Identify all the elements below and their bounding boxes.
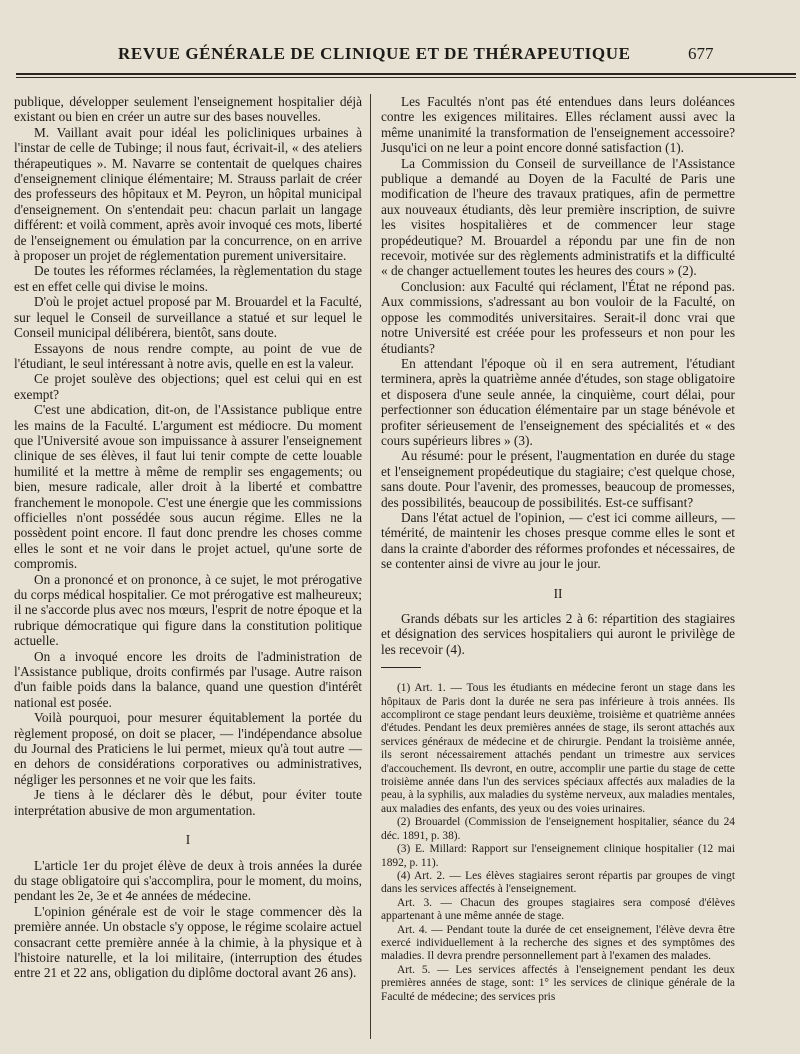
paragraph: C'est une abdication, dit-on, de l'Assistance publique entre les mains de la Faculté. L'argument est médiocre. Du moment que l'Université avoue son impuissance à assurer l'enseignement clinique de ses élèves, il faut lui tenir compte de cette louable humilité et la mettre à même de remplir ses engagements; ou bien, mesure radicale, aller droit à la liberté et combattre franchement le monopole. C'est une énergie que les commissions officielles n'ont possédée sous aucun régime. Elles ne la possèdent point encore. Il faut donc prendre les choses comme elles le sont et ne voir dans le projet actuel, qu'une sorte de compromis. [14, 402, 362, 572]
paragraph: En attendant l'époque où il en sera autrement, l'étudiant terminera, après la quatrième année d'études, son stage obligatoire et disposera d'une seule année, la cinquième, court délai, pour perfectionner son éducation élémentaire par un stage bénévole et profiter sérieusement de l'enseignement des spécialités et « des cours supérieurs libres » (3). [381, 355, 735, 448]
page-number: 677 [688, 44, 714, 63]
paragraph: On a prononcé et on prononce, à ce sujet, le mot prérogative du corps médical hospitalier. Ce mot prérogative est malheureux; il ne s'accorde plus avec nos mœurs, l'esprit de notre époque et la rubrique démocratique qui figure dans la constitution politique actuelle. [14, 571, 362, 649]
paragraph: La Commission du Conseil de surveillance de l'Assistance publique a demandé au Doyen de la Faculté de Paris une modification de l'heure des travaux pratiques, afin de permettre aux nouveaux étudiants, dès leur première inscription, de suivre les visites hospitalières et de commencer leur stage propédeutique? M. Brouardel a répondu par une fin de non recevoir, motivée sur des règlements administratifs et la difficulté « de changer actuellement toutes les heures des cours » (2). [381, 155, 735, 279]
footnote: Art. 4. — Pendant toute la durée de cet enseignement, l'élève devra être exercé individuellement à la recherche des signes et des symptômes des maladies. Il devra prendre personnellement part à l'examen des malades. [381, 923, 735, 963]
footnote: (4) Art. 2. — Les élèves stagiaires seront répartis par groupes de vingt dans les services affectés à l'enseignement. [381, 869, 735, 896]
running-title: REVUE GÉNÉRALE DE CLINIQUE ET DE THÉRAPEUTIQUE [118, 44, 631, 63]
paragraph: Essayons de nous rendre compte, au point de vue de l'étudiant, le seul intéressant à notre avis, quelle en est la valeur. [14, 340, 362, 371]
footnote: (3) E. Millard: Rapport sur l'enseignement clinique hospitalier (12 mai 1892, p. 11). [381, 843, 735, 869]
footnotes [381, 682, 735, 1004]
page-header [0, 42, 800, 70]
paragraph: Voilà pourquoi, pour mesurer équitablement la portée du règlement proposé, on doit se placer, — l'indépendance absolue du Journal des Praticiens le lui permet, mieux qu'à tout autre — en dehors de considérations corporatives ou administratives, négliger les personnes et ne voir que les faits. [14, 710, 362, 787]
header-rule [16, 73, 796, 75]
paragraph: Au résumé: pour le présent, l'augmentation en durée du stage et l'enseignement propédeutique du stagiaire; c'est quelque chose, sans doute. Pour l'avenir, des promesses, beaucoup de promesses, des possibilités, beaucoup de possibilités. Est-ce suffisant? [381, 448, 735, 510]
paragraph: D'où le projet actuel proposé par M. Brouardel et la Faculté, sur lequel le Conseil de surveillance a statué et sur lequel le Conseil municipal délibérera, bientôt, sans doute. [14, 294, 362, 341]
footnote-rule [381, 667, 421, 668]
paragraph: Conclusion: aux Faculté qui réclament, l'État ne répond pas. Aux commissions, s'adressant au bon vouloir de la Faculté, on oppose les commodités universitaires. Serait-il donc vrai que notre Université est créée pour les professeurs et non pour les étudiants? [381, 278, 735, 356]
section-heading-i: I [185, 832, 191, 848]
paragraph: Dans l'état actuel de l'opinion, — c'est ici comme ailleurs, — témérité, de maintenir les choses presque comme elles le sont et dans la crainte d'aborder des réformes profondes et nécessaires, de se contenter ainsi de vivre au jour le jour. [381, 509, 735, 572]
paragraph: L'article 1er du projet élève de deux à trois années la durée du stage obligatoire qui s'accomplira, pour le moment, du moins, pendant les 2e, 3e et 4e années de médecine. [14, 857, 362, 904]
section-summary: Grands débats sur les articles 2 à 6: répartition des stagiaires et désignation des services hospitaliers qui auront le privilège de les recevoir (4). [381, 611, 735, 657]
header-rule-thin [16, 77, 796, 78]
paragraph: Ce projet soulève des objections; quel est celui qui en est exempt? [14, 371, 362, 402]
section-heading-ii: II [553, 585, 563, 601]
footnote: (2) Brouardel (Commission de l'enseignement hospitalier, séance du 24 déc. 1891, p. 38). [381, 816, 735, 842]
paragraph: Je tiens à le déclarer dès le début, pour éviter toute interprétation abusive de mon argumentation. [14, 787, 362, 818]
paragraph: De toutes les réformes réclamées, la règlementation du stage est en effet celle qui divise le moins. [14, 263, 362, 294]
paragraph: publique, développer seulement l'enseignement hospitalier déjà existant ou bien en créer un autre sur des bases nouvelles. [14, 94, 362, 125]
left-column [14, 94, 362, 981]
paragraph: M. Vaillant avait pour idéal les policliniques urbaines à l'instar de celle de Tubinge; il nous faut, écrivait-il, « des ateliers thérapeutiques ». M. Navarre se contentait de quelques chaires d'enseignement clinique élémentaire; M. Strauss parlait de créer des professeurs des hôpitaux et M. Peyron, un hôpital municipal d'enseignement. On s'entendait peu: chacun parlait un langage différent: et voilà comment, après avoir invoqué ces mots, liberté de l'enseignement ou émulation par la concurrence, on en arrive à proposer un projet de réglementation purement universitaire. [14, 124, 362, 264]
footnote: Art. 3. — Chacun des groupes stagiaires sera composé d'élèves appartenant à une même année de stage. [381, 896, 735, 923]
paragraph: On a invoqué encore les droits de l'administration de l'Assistance publique, droits confirmés par l'usage. Autre raison d'un faible poids dans la balance, quand une question d'intérêt national est posée. [14, 648, 362, 710]
paragraph: L'opinion générale est de voir le stage commencer dès la première année. Un obstacle s'y oppose, le régime scolaire actuel consacrant cette première année à la chimie, à la physique et à l'histoire naturelle, et la loi militaire, (interruption des études entre 21 et 22 ans, obligation du diplôme doctoral avant 26 ans). [14, 903, 362, 981]
footnote: (1) Art. 1. — Tous les étudiants en médecine feront un stage dans les hôpitaux de Paris dont la durée ne sera pas inférieure à trois années. Ils accompliront ce stage pendant leurs deuxième, troisième et quatrième années d'études. Pendant les deux premières années de stage, ils seront attachés aux services généraux de médecine et de chirurgie. Pendant la troisième année, ils seront nécessairement attachés pendant un trimestre aux services d'accouchement. Ils devront, en outre, accomplir une partie du stage de cette troisième année dans l'un des services spéciaux affectés aux maladies de la peau, à la syphilis, aux maladies du système nerveux, aux maladies mentales, aux maladies des enfants, des yeux ou des voies urinaires. [381, 682, 735, 815]
column-divider [370, 94, 371, 1039]
right-column [381, 94, 735, 1004]
paragraph: Les Facultés n'ont pas été entendues dans leurs doléances contre les exigences militaires. Elles réclament aussi avec la même unanimité la transformation de l'enseignement accessoire? Jusqu'ici on ne leur a point encore donné satisfaction (1). [381, 94, 735, 156]
footnote: Art. 5. — Les services affectés à l'enseignement pendant les deux premières années de stage, sont: 1° les services de clinique générale de la Faculté de médecine; des services pris [381, 963, 735, 1003]
